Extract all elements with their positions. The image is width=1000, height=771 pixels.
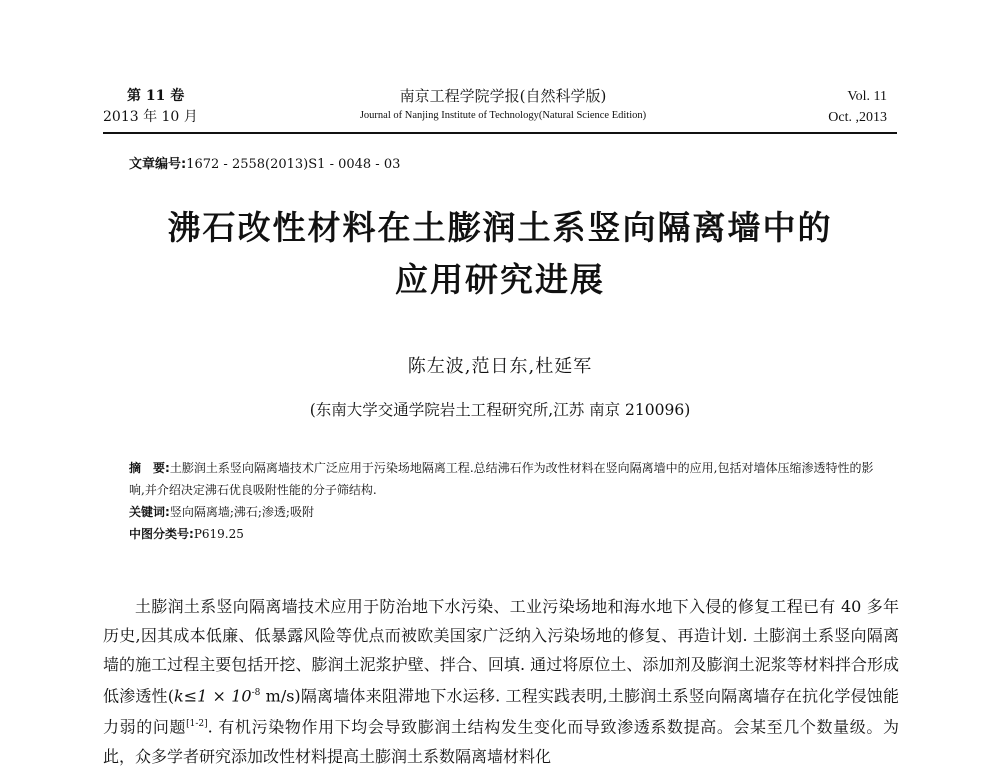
- paragraph-part-1: 土膨润土系竖向隔离墙技术应用于防治地下水污染、工业污染场地和海水地下入侵的修复工程已有 40 多年历史,因其成本低廉、低暴露风险等优点而被欧美国家广泛纳入污染场地的修复、再造计划. 土膨润土系竖向隔离墙的施工过程主要包括开挖、膨润土泥浆护壁、拌合、回填. 通过将原位土、添加剂及膨润土泥浆等材料拌合形成低渗透性(: [103, 597, 899, 706]
- journal-name-cn: 南京工程学院学报(自然科学版): [399, 87, 607, 105]
- abstract-block: [129, 457, 879, 545]
- header-left: [103, 86, 253, 128]
- affiliation: (东南大学交通学院岩土工程研究所,江苏 南京 210096): [309, 401, 691, 419]
- authors: 陈左波,范日东,杜延军: [407, 356, 593, 377]
- journal-header: [103, 86, 897, 134]
- permeability-exponent: -8: [251, 688, 261, 698]
- paragraph-part-3: . 有机污染物作用下均会导致膨润土结构发生变化而导致渗透系数提高。会某至几个数量级。为此，众多学者研究添加改性材料提高土膨润土系数隔离墙材料化: [103, 717, 899, 766]
- abstract-label: 摘 要:: [129, 461, 170, 475]
- keywords: [129, 501, 879, 523]
- article-number-label: 文章编号:: [129, 157, 187, 172]
- journal-name-en: Journal of Nanjing Institute of Technology(Natural Science Edition): [359, 110, 647, 121]
- date-en: Oct. ,2013: [828, 110, 887, 125]
- paper-title: [80, 202, 920, 306]
- article-number-value: 1672 - 2558(2013)S1 - 0048 - 03: [186, 157, 401, 172]
- header-center: [313, 86, 693, 125]
- paragraph-1: [103, 592, 899, 771]
- volume-en: Vol. 11: [847, 89, 887, 104]
- header-right: [828, 86, 887, 128]
- title-line-2: 应用研究进展: [395, 260, 605, 299]
- paragraph-part-2: )隔离墙体来阻滞地下水运移. 工程实践表明,土膨润土系竖向隔离墙存在抗化学侵蚀能力弱的问题: [103, 686, 899, 737]
- clc-number: [129, 523, 879, 545]
- clc-label: 中图分类号:: [129, 527, 194, 541]
- keywords-label: 关键词:: [129, 505, 170, 519]
- keywords-text: 竖向隔离墙;沸石;渗透;吸附: [169, 505, 314, 519]
- article-number: [129, 153, 400, 172]
- volume-number: 第 11 卷: [127, 88, 185, 104]
- abstract-text: 土膨润土系竖向隔离墙技术广泛应用于污染场地隔离工程.总结沸石作为改性材料在竖向隔离墙中的应用,包括对墙体压缩渗透特性的影响,并介绍决定沸石优良吸附性能的分子筛结构.: [129, 461, 874, 497]
- permeability-unit: m/s: [260, 686, 295, 706]
- clc-text: P619.25: [193, 527, 244, 541]
- title-line-1: 沸石改性材料在土膨润土系竖向隔离墙中的: [167, 208, 833, 247]
- issue-date: 2013 年 10 月: [103, 109, 198, 125]
- body-text: [103, 592, 899, 771]
- citation: [1-2]: [186, 719, 208, 730]
- permeability-expression: k≤1 × 10: [174, 686, 252, 706]
- abstract: [129, 457, 879, 501]
